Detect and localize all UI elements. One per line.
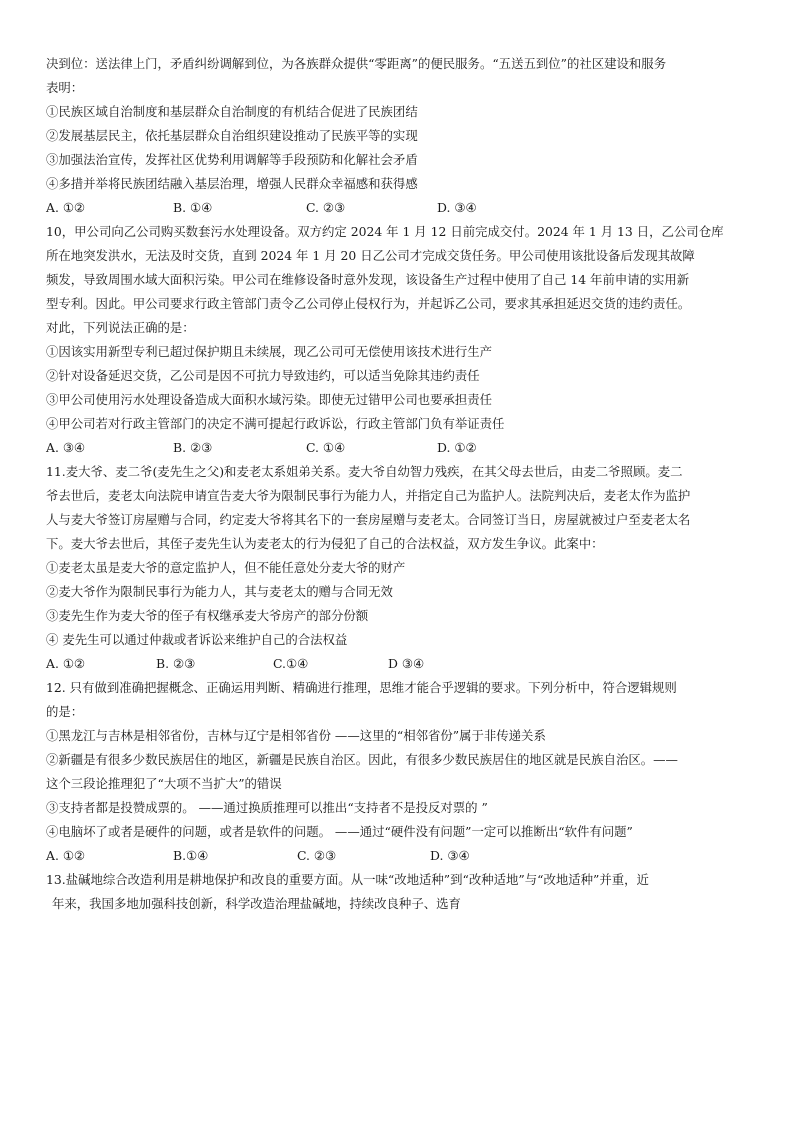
question-text-line: 12. 只有做到准确把握概念、正确运用判断、精确进行推理，思维才能合乎逻辑的要求。下列分析中，符合逻辑规则 xyxy=(46,680,677,695)
question-13 xyxy=(46,868,746,916)
option-d: D. ③④ xyxy=(437,200,477,215)
statement-1: ①麦老太虽是麦大爷的意定监护人，但不能任意处分麦大爷的财产 xyxy=(46,560,406,575)
option-b: B. ①④ xyxy=(173,200,213,215)
option-c: C. ②③ xyxy=(297,848,337,863)
question-text-line: 的是： xyxy=(46,704,84,719)
option-b: B.①④ xyxy=(173,848,209,863)
question-text-line: 型专利。因此。甲公司要求行政主管部门责令乙公司停止侵权行为，并起诉乙公司，要求其承担延迟交货的违约责任。 xyxy=(46,296,691,311)
option-a: A. ③④ xyxy=(46,440,86,455)
option-c: C.①④ xyxy=(273,656,309,671)
statement-2: ②针对设备延迟交货，乙公司是因不可抗力导致违约，可以适当免除其违约责任 xyxy=(46,368,480,383)
exam-page xyxy=(46,52,746,916)
question-text-line: 表明： xyxy=(46,80,84,95)
question-10 xyxy=(46,220,746,460)
question-text-line: 年来，我国多地加强科技创新，科学改造治理盐碱地，持续改良种子、选育 xyxy=(52,896,461,911)
statement-3: ③加强法治宣传，发挥社区优势利用调解等手段预防和化解社会矛盾 xyxy=(46,152,418,167)
option-b: B. ②③ xyxy=(173,440,213,455)
question-text-line: 决到位：送法律上门，矛盾纠纷调解到位，为各族群众提供“零距离”的便民服务。“五送五到位”的社区建设和服务 xyxy=(46,56,667,71)
option-c: C. ①④ xyxy=(306,440,346,455)
answer-options xyxy=(46,196,746,220)
statement-2: ②新疆是有很多少数民族居住的地区，新疆是民族自治区。因此，有很多少数民族居住的地区就是民族自治区。—— xyxy=(46,752,678,767)
statement-3: ③麦先生作为麦大爷的侄子有权继承麦大爷房产的部分份额 xyxy=(46,608,369,623)
option-a: A. ①② xyxy=(46,656,86,671)
question-text-line: 10，甲公司向乙公司购买数套污水处理设备。双方约定 2024 年 1 月 12 日前完成交付。2024 年 1 月 13 日，乙公司仓库 xyxy=(46,224,724,239)
answer-options xyxy=(46,436,746,460)
option-b: B. ②③ xyxy=(156,656,196,671)
question-text-line: 频发，导致周围水域大面积污染。甲公司在维修设备时意外发现，该设备生产过程中使用了自己 14 年前申请的实用新 xyxy=(46,272,690,287)
answer-options xyxy=(46,844,746,868)
question-text-line: 下。麦大爷去世后，其侄子麦先生认为麦老太的行为侵犯了自己的合法权益，双方发生争议。此案中： xyxy=(46,536,604,551)
option-a: A. ①② xyxy=(46,200,86,215)
statement-2-continued: 这个三段论推理犯了“大项不当扩大”的错误 xyxy=(46,776,282,791)
statement-1: ①因该实用新型专利已超过保护期且未续展，现乙公司可无偿使用该技术进行生产 xyxy=(46,344,493,359)
option-d: D ③④ xyxy=(388,656,425,671)
option-c: C. ②③ xyxy=(306,200,346,215)
question-11 xyxy=(46,460,746,676)
statement-2: ②发展基层民主，依托基层群众自治组织建设推动了民族平等的实现 xyxy=(46,128,418,143)
question-text-line: 人与麦大爷签订房屋赠与合同，约定麦大爷将其名下的一套房屋赠与麦老太。合同签订当日，房屋就被过户至麦老太名 xyxy=(46,512,691,527)
option-d: D. ①② xyxy=(437,440,477,455)
question-text-line: 13.盐碱地综合改造利用是耕地保护和改良的重要方面。从一味“改地适种”到“改种适地”与“改地适种”并重，近 xyxy=(46,872,649,887)
statement-3: ③甲公司使用污水处理设备造成大面积水域污染。即使无过错甲公司也要承担责任 xyxy=(46,392,493,407)
statement-1: ①民族区域自治制度和基层群众自治制度的有机结合促进了民族团结 xyxy=(46,104,418,119)
question-9-tail xyxy=(46,52,746,220)
option-d: D. ③④ xyxy=(430,848,470,863)
statement-3: ③支持者都是投赞成票的。 ——通过换质推理可以推出“支持者不是投反对票的 ” xyxy=(46,800,488,815)
statement-4: ④ 麦先生可以通过仲裁或者诉讼来维护自己的合法权益 xyxy=(46,632,348,647)
question-text-line: 爷去世后，麦老太向法院申请宣告麦大爷为限制民事行为能力人，并指定自己为监护人。法院判决后，麦老太作为监护 xyxy=(46,488,691,503)
question-12 xyxy=(46,676,746,868)
question-text-line: 11.麦大爷、麦二爷(麦先生之父)和麦老太系姐弟关系。麦大爷自幼智力残疾，在其父母去世后，由麦二爷照顾。麦二 xyxy=(46,464,683,479)
question-text-line: 对此，下列说法正确的是： xyxy=(46,320,195,335)
question-text-line: 所在地突发洪水，无法及时交货，直到 2024 年 1 月 20 日乙公司才完成交货任务。甲公司使用该批设备后发现其故障 xyxy=(46,248,695,263)
statement-4: ④电脑坏了或者是硬件的问题，或者是软件的问题。 ——通过“硬件没有问题”一定可以推断出“软件有问题” xyxy=(46,824,633,839)
answer-options xyxy=(46,652,746,676)
statement-2: ②麦大爷作为限制民事行为能力人，其与麦老太的赠与合同无效 xyxy=(46,584,393,599)
statement-1: ①黑龙江与吉林是相邻省份，吉林与辽宁是相邻省份 ——这里的“相邻省份”属于非传递关系 xyxy=(46,728,546,743)
statement-4: ④甲公司若对行政主管部门的决定不满可提起行政诉讼，行政主管部门负有举证责任 xyxy=(46,416,505,431)
statement-4: ④多措并举将民族团结融入基层治理，增强人民群众幸福感和获得感 xyxy=(46,176,418,191)
option-a: A. ①② xyxy=(46,848,86,863)
